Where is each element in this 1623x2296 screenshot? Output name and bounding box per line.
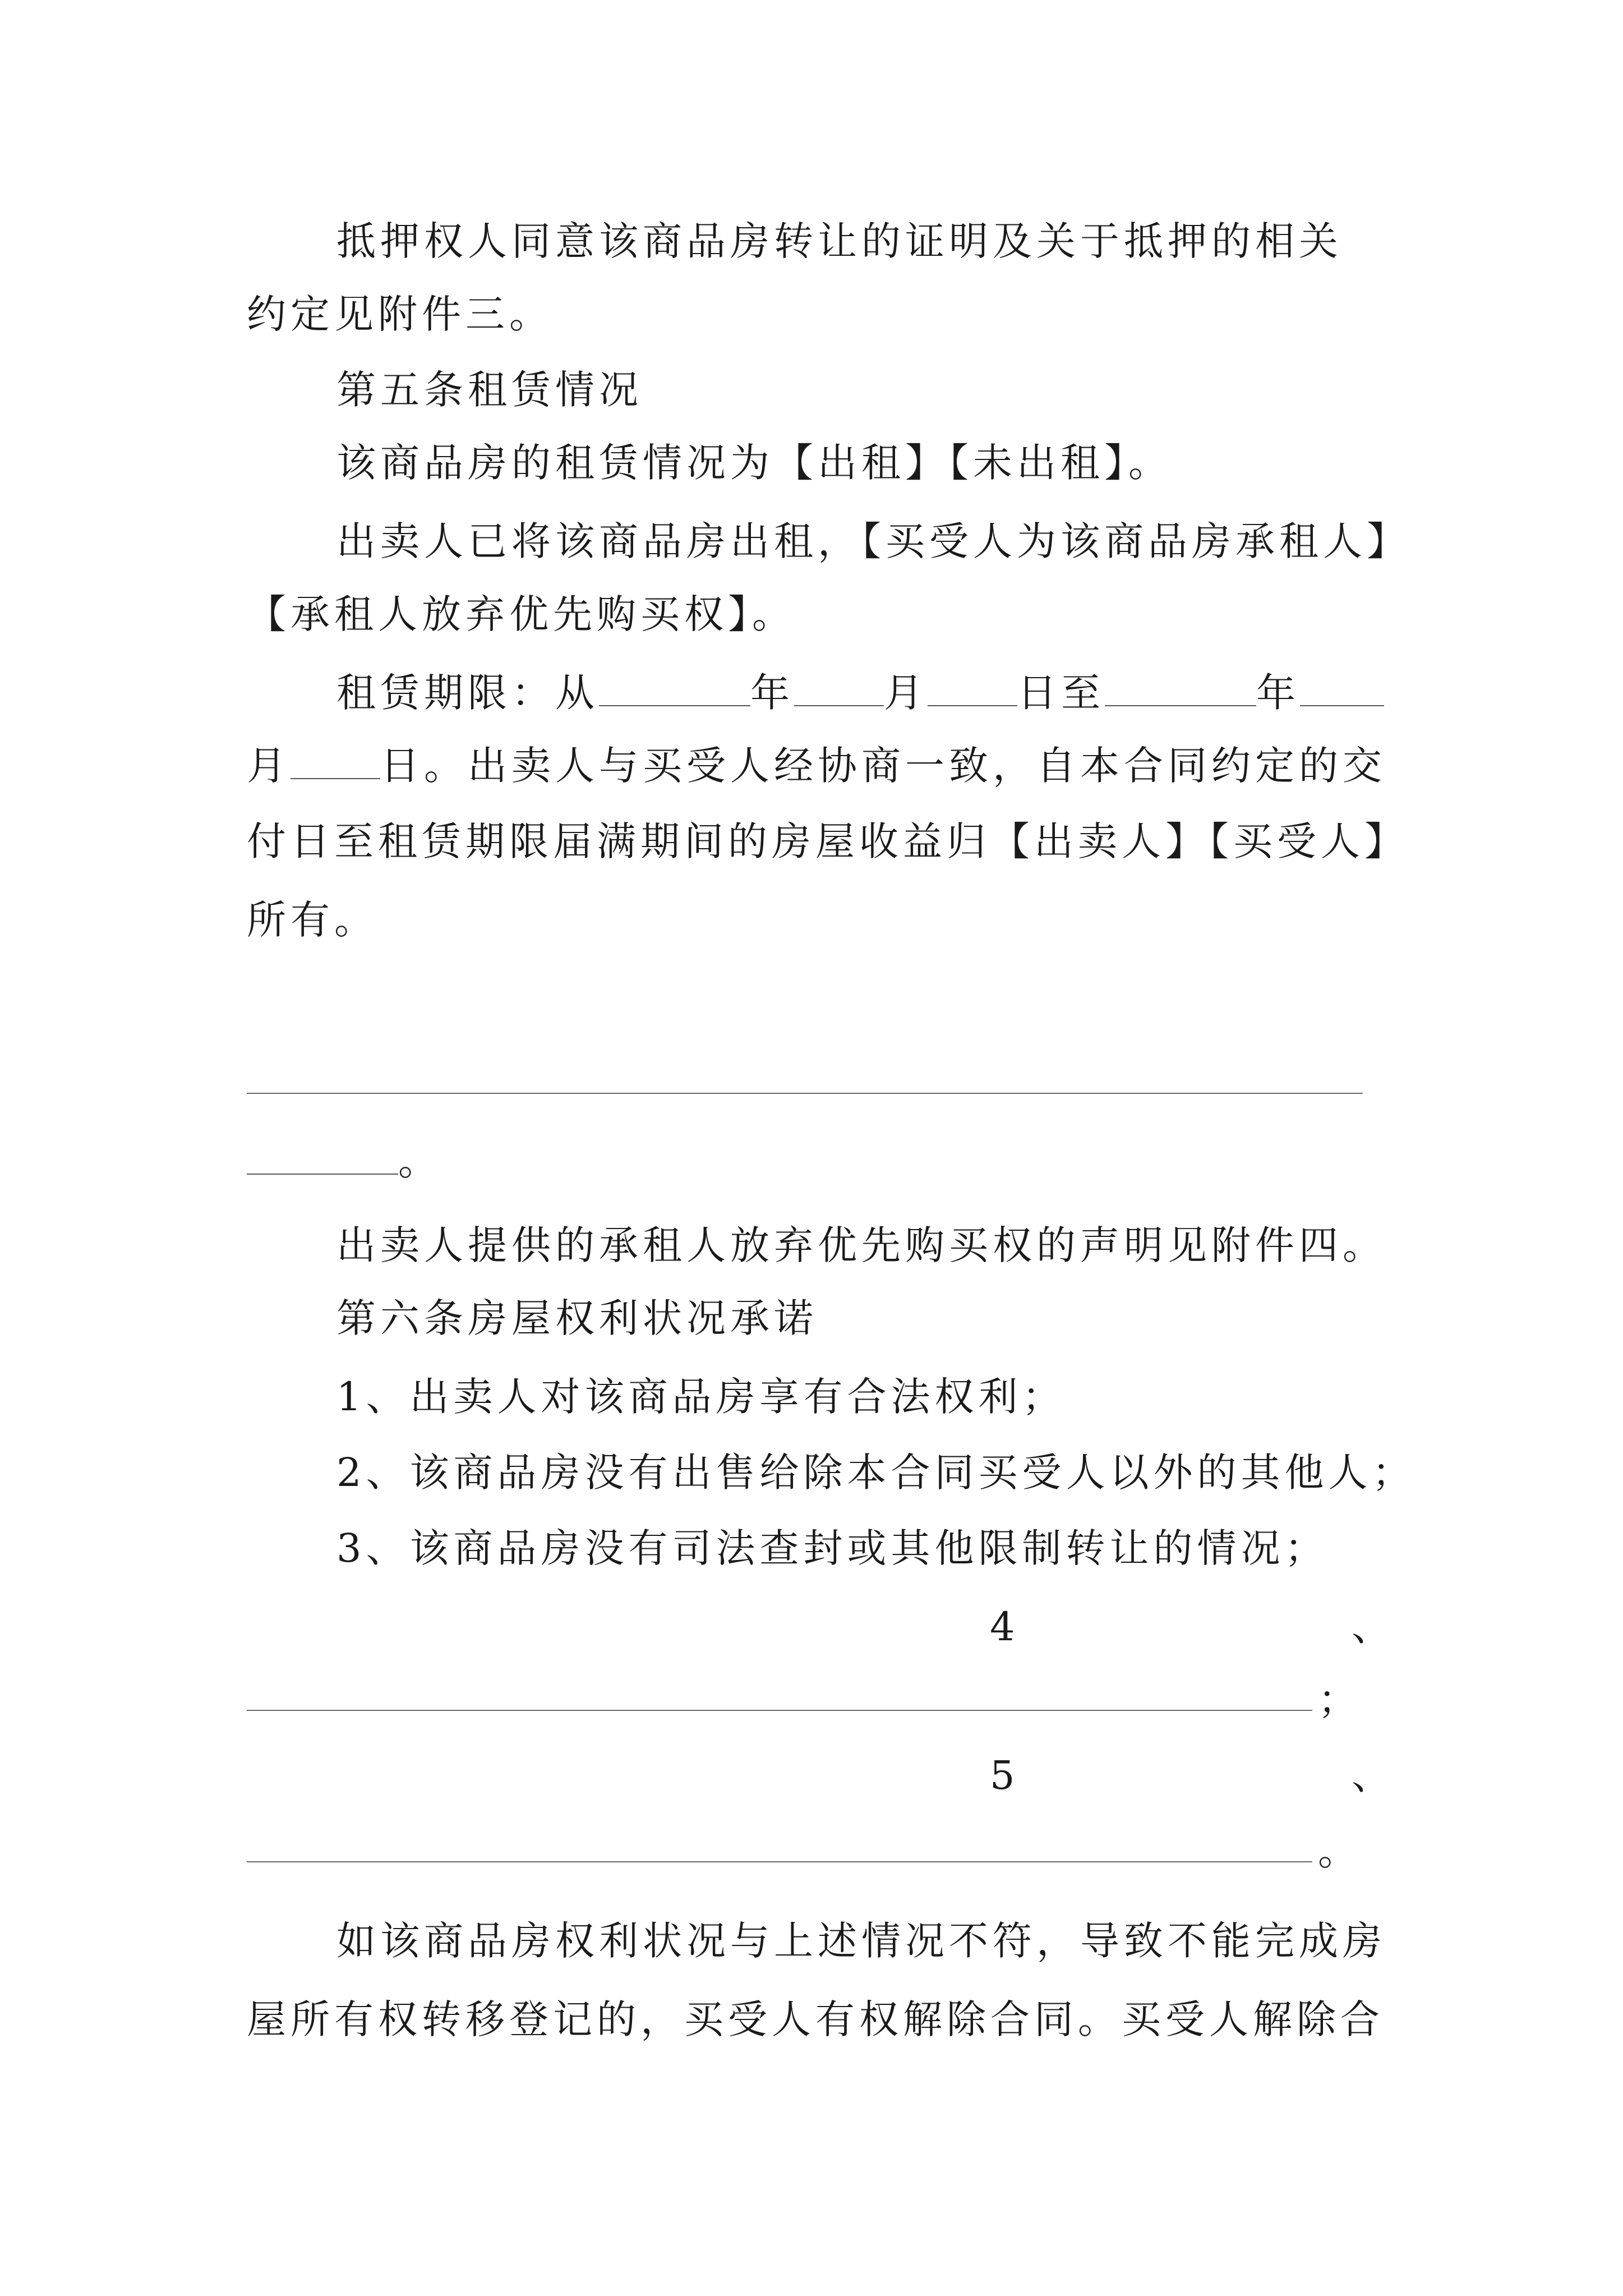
lease-status-line: 该商品房的租赁情况为【出租】【未出租】。 [336,440,1172,486]
lease-term-rest: 日。出卖人与买受人经协商一致，自本合同约定的交 [380,743,1386,789]
final-line2: 屋所有权转移登记的，买受人有权解除合同。买受人解除合 [247,1996,1384,2042]
item-4-blank[interactable] [247,1710,1312,1711]
month2-label: 月 [247,743,291,789]
article-5-title: 第五条租赁情况 [336,367,643,413]
final-line1: 如该商品房权利状况与上述情况不符，导致不能完成房 [336,1918,1386,1964]
income-end-line: 所有。 [247,897,378,943]
blank-long-line[interactable] [247,1093,1363,1094]
waiver-note: 出卖人提供的承租人放弃优先购买权的声明见附件四。 [336,1222,1386,1268]
blank-end-month[interactable] [1300,670,1384,706]
year2-label: 年 [1256,670,1300,716]
blank-start-day[interactable] [928,670,1017,706]
item-4-number: 4 [990,1604,1020,1650]
lease-term-label: 租赁期限：从 [336,670,599,716]
blank-short[interactable] [247,1139,398,1175]
item-1: 1、出卖人对该商品房享有合法权利； [336,1374,1066,1420]
lease-term-line [336,665,1492,721]
leased-line1: 出卖人已将该商品房出租，【买受人为该商品房承租人】 [336,518,1410,564]
year-label: 年 [750,670,794,716]
item-5-number: 5 [990,1752,1020,1798]
lease-term-line2 [247,738,1402,794]
blank-start-year[interactable] [599,670,750,706]
item-5-end: 。 [1318,1828,1362,1874]
leased-line2: 【承租人放弃优先购买权】。 [247,591,796,637]
item-4-separator: 、 [1352,1604,1395,1650]
month-label: 月 [884,670,928,716]
item-3: 3、该商品房没有司法查封或其他限制转让的情况； [336,1525,1329,1571]
item-5-blank[interactable] [247,1861,1312,1862]
item-5-separator: 、 [1352,1752,1395,1798]
item-4-end: ； [1318,1677,1362,1723]
day-to-label: 日至 [1017,670,1105,716]
item-2: 2、该商品房没有出售给除本合同买受人以外的其他人； [336,1450,1416,1496]
short-blank-line [247,1133,1402,1189]
blank-end-day[interactable] [291,743,380,779]
article-6-title: 第六条房屋权利状况承诺 [336,1295,818,1341]
blank-start-month[interactable] [794,670,884,706]
paragraph-mortgage-line2: 约定见附件三。 [247,291,553,337]
paragraph-mortgage-line1: 抵押权人同意该商品房转让的证明及关于抵押的相关 [336,218,1343,264]
blank-end-year[interactable] [1105,670,1256,706]
short-blank-period: 。 [398,1138,442,1184]
income-line: 付日至租赁期限届满期间的房屋收益归【出卖人】【买受人】 [247,818,1408,864]
